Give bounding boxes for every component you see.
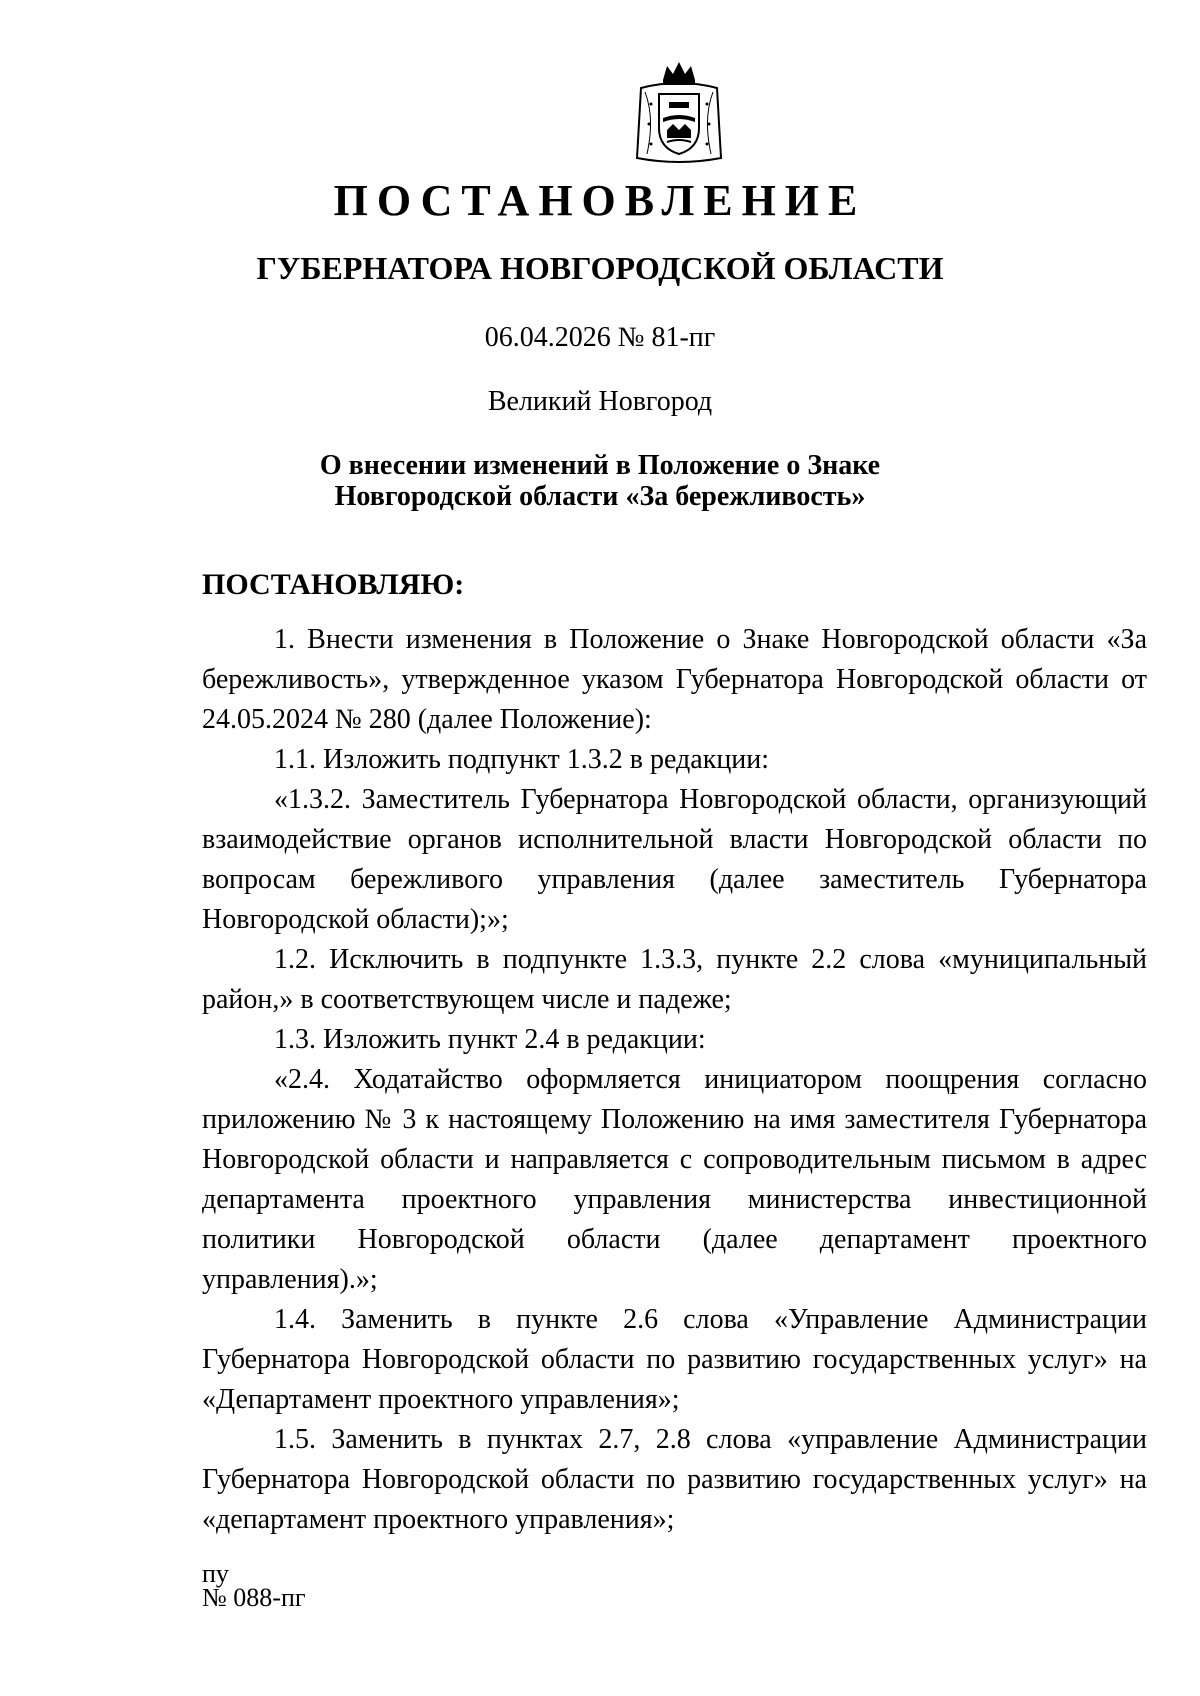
footer-registration	[202, 1559, 306, 1612]
document-title-line-2: Новгородской области «За бережливость»	[334, 481, 866, 512]
paragraph-2-4-text: «2.4. Ходатайство оформляется инициатором поощрения согласно приложению № 3 к настоящему Положению на имя заместителя Губернатора Новгородской области и направляется с сопроводительным письмом в адрес департамента проектного управления министерства инвестиционной политики Новгородской области (далее департамент проектного управления).»;	[202, 1064, 1147, 1295]
document-title-line-1: О внесении изменений в Положение о Знаке	[319, 450, 881, 481]
footer-number: № 088-пг	[202, 1583, 306, 1612]
date-and-number: 06.04.2026 № 81-пг	[484, 322, 716, 353]
footer-code: пу	[202, 1559, 229, 1588]
document-type-heading: ПОСТАНОВЛЕНИЕ	[333, 176, 867, 225]
paragraph-1-3-2-text: «1.3.2. Заместитель Губернатора Новгородской области, организующий взаимодействие органов исполнительной власти Новгородской области по вопросам бережливого управления (далее заместитель Губернатора Новгородской области);»;	[202, 784, 1147, 935]
document-body	[202, 620, 1147, 1540]
paragraph-1: 1. Внести изменения в Положение о Знаке Новгородской области «За бережливость», утвержденное указом Губернатора Новгородской области от 24.05.2024 № 280 (далее Положение):	[202, 624, 1147, 735]
paragraph-1-4: 1.4. Заменить в пункте 2.6 слова «Управление Администрации Губернатора Новгородской области по развитию государственных услуг» на «Департамент проектного управления»;	[202, 1304, 1147, 1415]
paragraph-1-1: 1.1. Изложить подпункт 1.3.2 в редакции:	[274, 744, 770, 775]
resolve-heading: ПОСТАНОВЛЯЮ:	[202, 568, 465, 601]
document-title	[0, 450, 1200, 512]
paragraph-1-3: 1.3. Изложить пункт 2.4 в редакции:	[274, 1024, 706, 1055]
place-of-issue: Великий Новгород	[487, 386, 713, 417]
paragraph-1-5: 1.5. Заменить в пунктах 2.7, 2.8 слова «управление Администрации Губернатора Новгородской области по развитию государственных услуг» на «департамент проектного управления»;	[202, 1424, 1147, 1535]
paragraph-1-2: 1.2. Исключить в подпункте 1.3.3, пункте 2.2 слова «муниципальный район,» в соответствующем числе и падеже;	[202, 944, 1147, 1015]
coat-of-arms-icon	[633, 58, 725, 168]
issuer-heading: ГУБЕРНАТОРА НОВГОРОДСКОЙ ОБЛАСТИ	[256, 250, 944, 286]
